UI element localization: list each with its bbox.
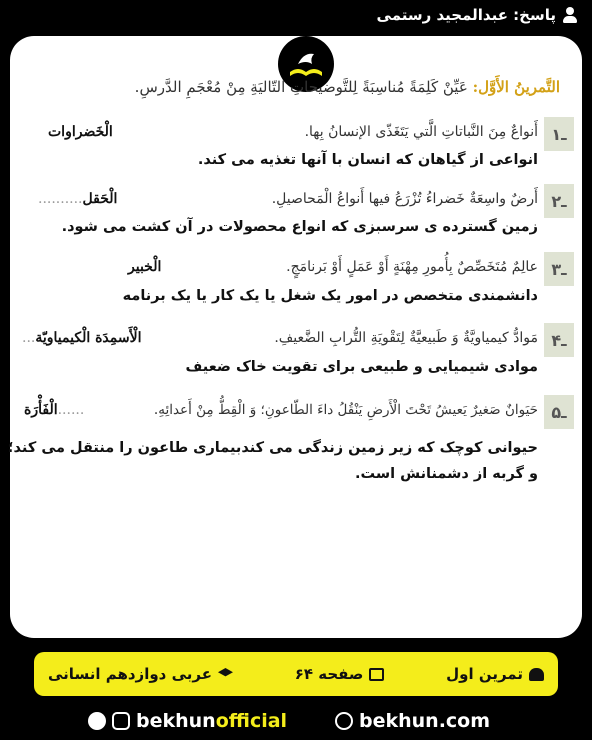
item-answer-text: الْفَأْرَة (24, 402, 58, 418)
item-persian-translation: انواعی از گیاهان که انسان با آنها تغذیه می کند. (197, 152, 538, 168)
item-number: ۳ـ (544, 252, 574, 286)
telegram-icon[interactable] (88, 712, 106, 730)
item-arabic-text: عالِمٌ مُتَخَصِّصٌ بِأُمورِ مِهْنَةٍ أَوْ عَمَلٍ أَوْ بَرنامَجٍ. (286, 259, 538, 275)
website-link[interactable] (335, 710, 490, 732)
footer-bar (34, 652, 558, 696)
item-number: ۱ـ (544, 117, 574, 151)
footer-book-label: عربی دوازدهم انسانی (48, 665, 212, 683)
instagram-icon[interactable] (112, 712, 130, 730)
item-arabic-text: مَوادُّ كیمیاویَّةٌ وَ طَبیعیَّةٌ لِتَقْویَةِ التُّرابِ الضَّعیفِ. (274, 330, 538, 346)
footer-page (295, 665, 385, 683)
footer-exercise-label: تمرین اول (446, 665, 523, 683)
item-persian-translation: حیوانی کوچک که زیر زمین زندگی می کندبیماری طاعون را منتقل می کند؛ (7, 440, 538, 456)
globe-icon (335, 712, 353, 730)
logo-book-icon (286, 46, 326, 82)
item-arabic-text: حَیَوانٌ صَغیرٌ یَعیشُ تَحْتَ الْأَرضِ یَنْقُلُ داءَ الطّاعونِ؛ وَ الْقِطُّ مِنْ أَعدائِهِ. (153, 402, 538, 418)
top-bar (0, 0, 592, 36)
person-icon (529, 668, 544, 681)
item-arabic-text: أَنواعٌ مِنَ النَّباتاتِ الَّتي یَتَغَذّى الإنسانُ بِها. (304, 124, 538, 140)
item-arabic-text: أَرضٌ واسِعَةٌ خَضراءُ تُزْرَعُ فیها أَنواعُ الْمَحاصیلِ. (271, 191, 538, 207)
item-persian-translation: دانشمندی متخصص در امور یک شغل یا یک کار یا یک برنامه (122, 288, 538, 304)
item-persian-translation-line2: و گربه از دشمنانش است. (354, 466, 538, 482)
book-icon (369, 668, 384, 681)
item-number: ۵ـ (544, 395, 574, 429)
exercise-title (135, 78, 560, 96)
item-answer: ......الْفَأْرَة (24, 402, 85, 418)
item-answer-text: الْحَقل (82, 191, 118, 207)
item-answer: الْحَقل.......... (38, 191, 118, 207)
item-number: ۴ـ (544, 323, 574, 357)
website-text: bekhun.com (359, 710, 491, 732)
content-card (7, 36, 582, 638)
item-answer: الْأَسمِدَة الْكیمیاویّة... (22, 330, 142, 346)
answer-author-text: پاسخ: عبدالمجید رستمی (376, 6, 556, 24)
footer-exercise (446, 665, 544, 683)
brand-suffix: official (215, 710, 288, 732)
footer-book (48, 665, 233, 683)
item-answer: الْخبیر (128, 259, 162, 275)
exercise-instruction: عَیِّنْ كَلِمَةً مُناسِبَةً لِلتَّوضیحاتِ التّالیَةِ مِنْ مُعْجَمِ الدَّرسِ. (134, 78, 468, 96)
item-answer-text: الْأَسمِدَة الْكیمیاویّة (35, 330, 142, 346)
item-answer: الْخَضراوات (48, 124, 113, 140)
brand-name: bekhun (136, 710, 216, 732)
bottom-bar (0, 704, 592, 740)
social-handle[interactable] (88, 710, 287, 732)
footer-page-label: صفحه ۶۴ (294, 665, 364, 683)
answer-author (377, 6, 578, 24)
user-icon (562, 7, 578, 23)
graduation-cap-icon (218, 668, 233, 680)
exercise-label: التَّمرینُ الأَوَّل: (472, 78, 560, 96)
item-persian-translation: موادی شیمیایی و طبیعی برای تقویت خاک ضعیف (185, 359, 538, 375)
item-number: ۲ـ (544, 184, 574, 218)
item-persian-translation: زمین گسترده ی سرسبزی که انواع محصولات در آن کشت می شود. (61, 219, 538, 235)
